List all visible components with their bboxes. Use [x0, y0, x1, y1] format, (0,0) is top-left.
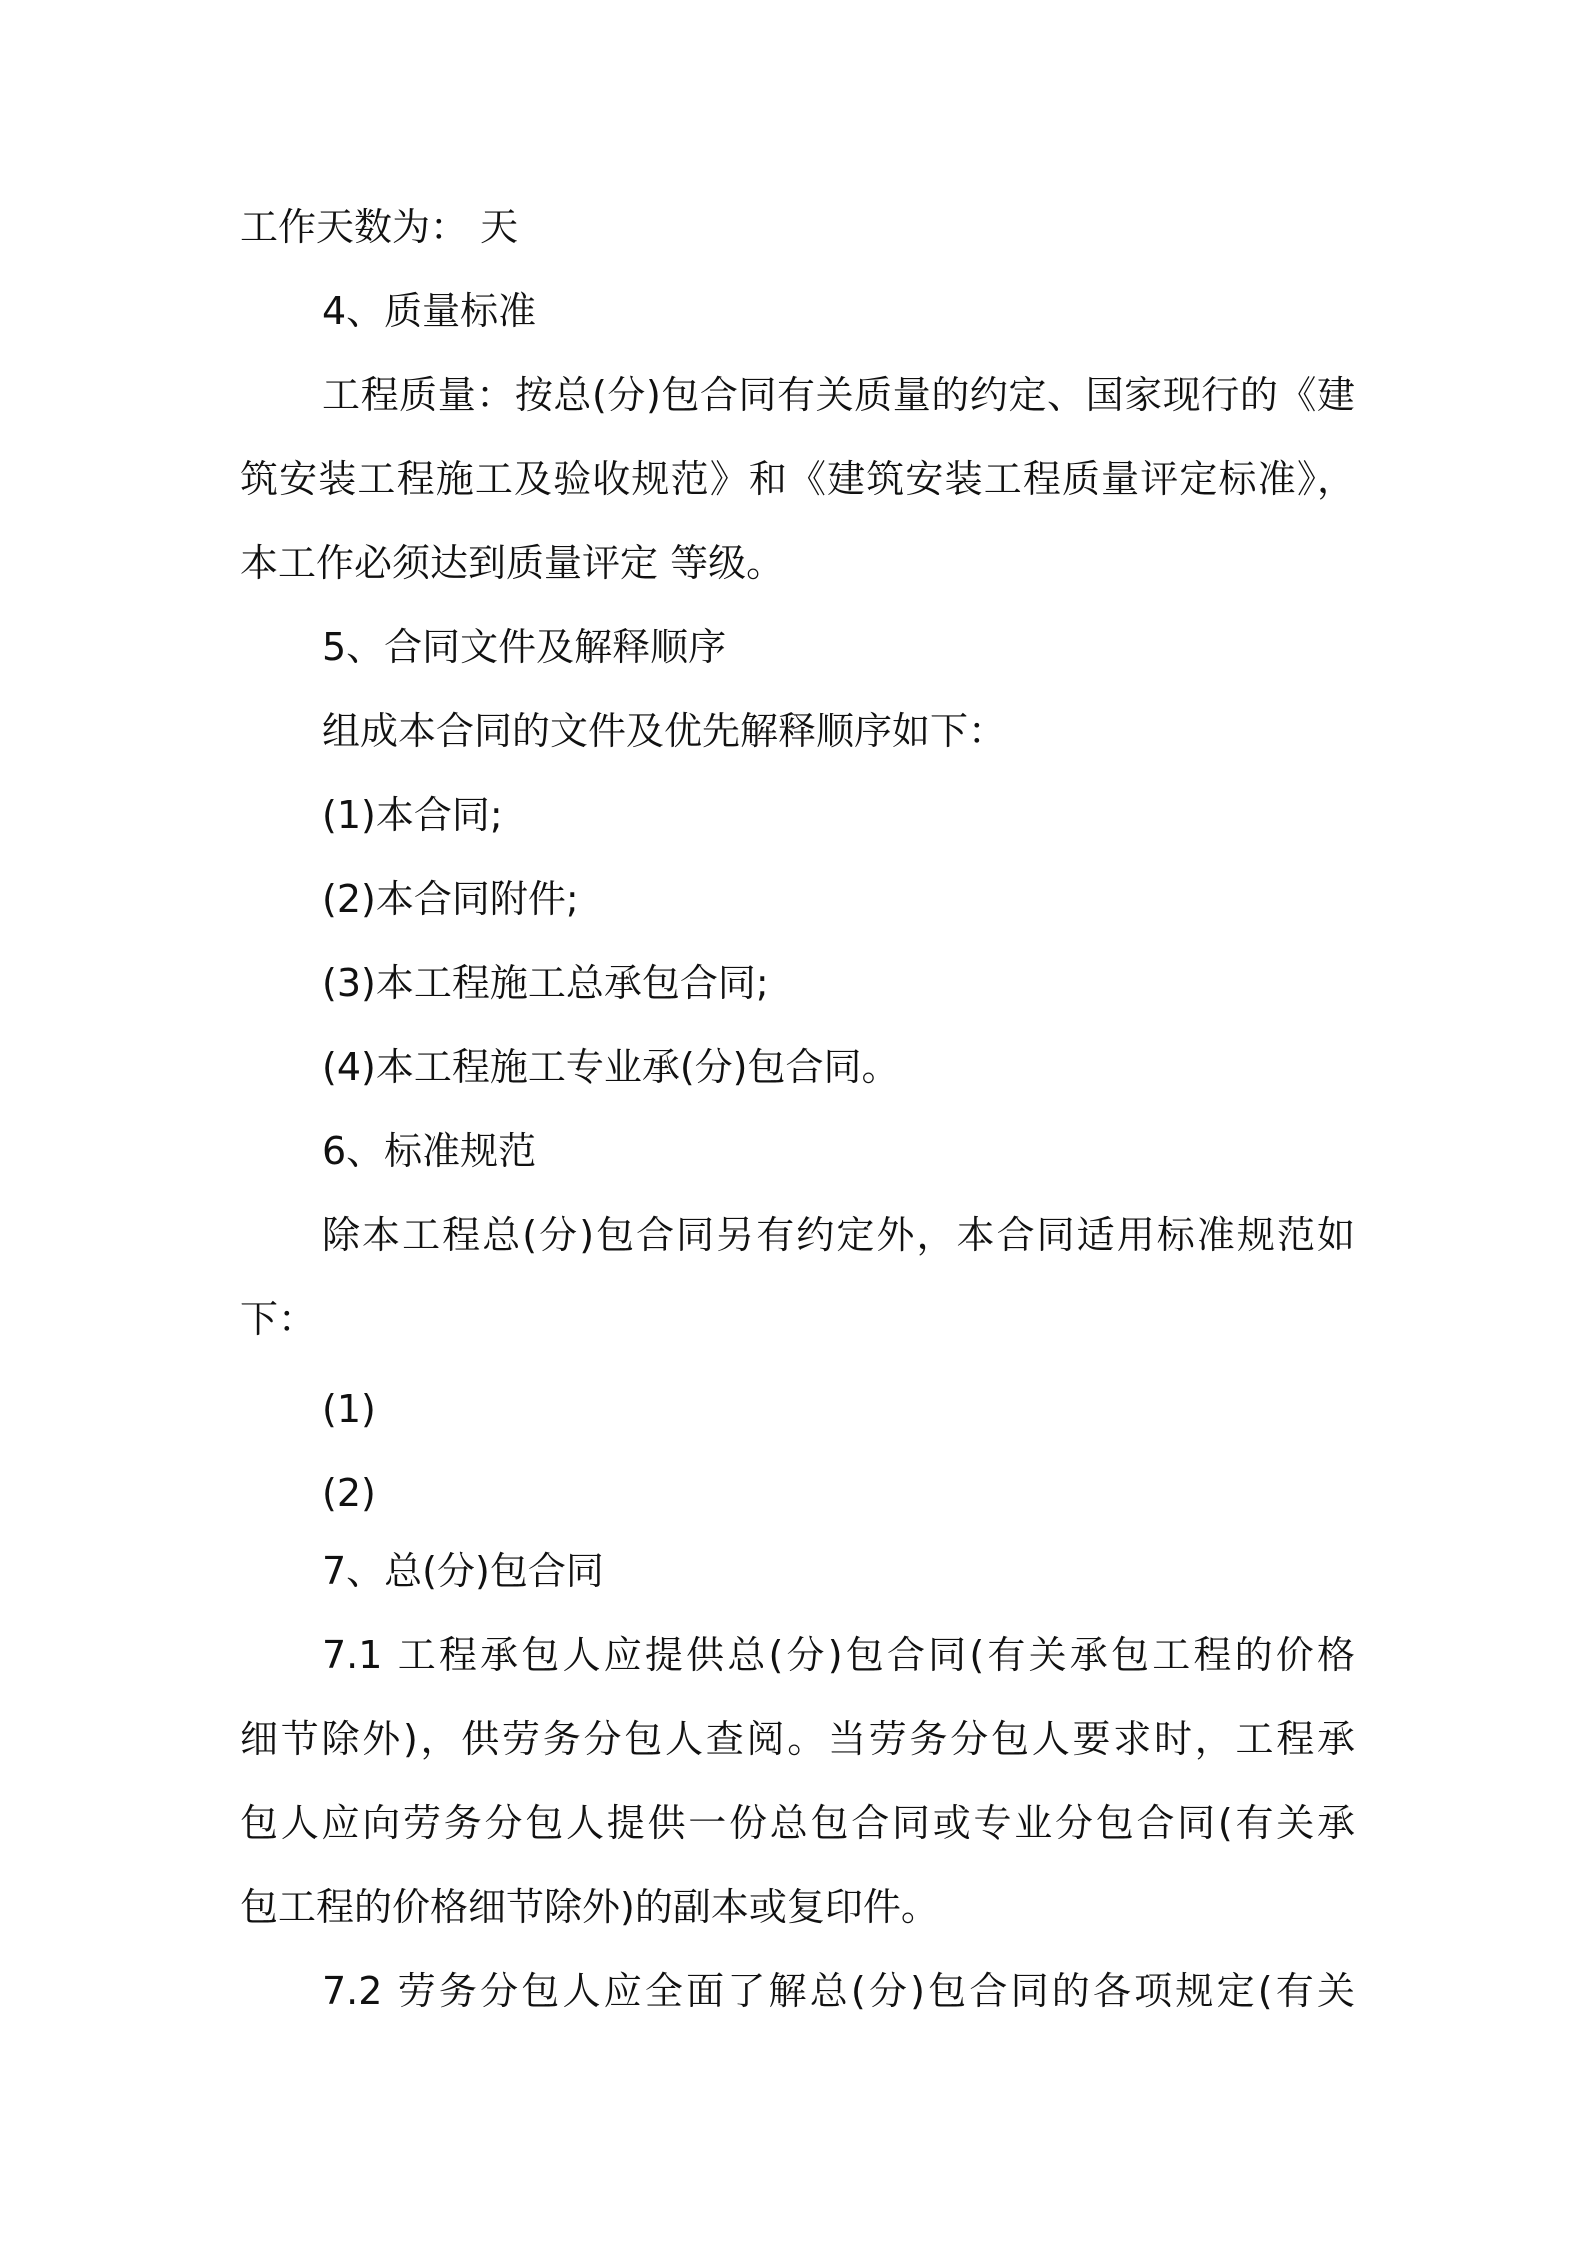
heading-standards: 6、标准规范	[322, 1129, 537, 1173]
text-line-quality-1: 工程质量：按总(分)包合同有关质量的约定、国家现行的《建	[322, 373, 1355, 417]
list-item-document-4: (4)本工程施工专业承(分)包合同。	[322, 1045, 900, 1089]
text-line-work-days: 工作天数为： 天	[240, 205, 519, 249]
list-item-standard-1: (1)	[322, 1387, 376, 1431]
text-line-quality-2: 筑安装工程施工及验收规范》和《建筑安装工程质量评定标准》，	[240, 457, 1355, 501]
text-line-clause-7-2: 7.2 劳务分包人应全面了解总(分)包合同的各项规定(有关	[322, 1969, 1355, 2013]
heading-contract-documents: 5、合同文件及解释顺序	[322, 625, 727, 669]
text-line-clause-7-1-c: 包人应向劳务分包人提供一份总包合同或专业分包合同(有关承	[240, 1801, 1355, 1845]
text-line-quality-3: 本工作必须达到质量评定 等级。	[240, 541, 785, 585]
text-line-clause-7-1-b: 细节除外)，供劳务分包人查阅。当劳务分包人要求时，工程承	[240, 1717, 1355, 1761]
text-line-documents-intro: 组成本合同的文件及优先解释顺序如下：	[322, 709, 1007, 753]
text-line-standards-1: 除本工程总(分)包合同另有约定外，本合同适用标准规范如	[322, 1213, 1355, 1257]
list-item-document-2: (2)本合同附件;	[322, 877, 579, 921]
text-line-standards-2: 下：	[240, 1297, 317, 1341]
list-item-standard-2: (2)	[322, 1471, 376, 1515]
list-item-document-1: (1)本合同;	[322, 793, 503, 837]
list-item-document-3: (3)本工程施工总承包合同;	[322, 961, 769, 1005]
text-line-clause-7-1-a: 7.1 工程承包人应提供总(分)包合同(有关承包工程的价格	[322, 1633, 1355, 1677]
heading-general-contract: 7、总(分)包合同	[322, 1549, 604, 1593]
text-line-clause-7-1-d: 包工程的价格细节除外)的副本或复印件。	[240, 1885, 939, 1929]
heading-quality-standard: 4、质量标准	[322, 289, 537, 333]
